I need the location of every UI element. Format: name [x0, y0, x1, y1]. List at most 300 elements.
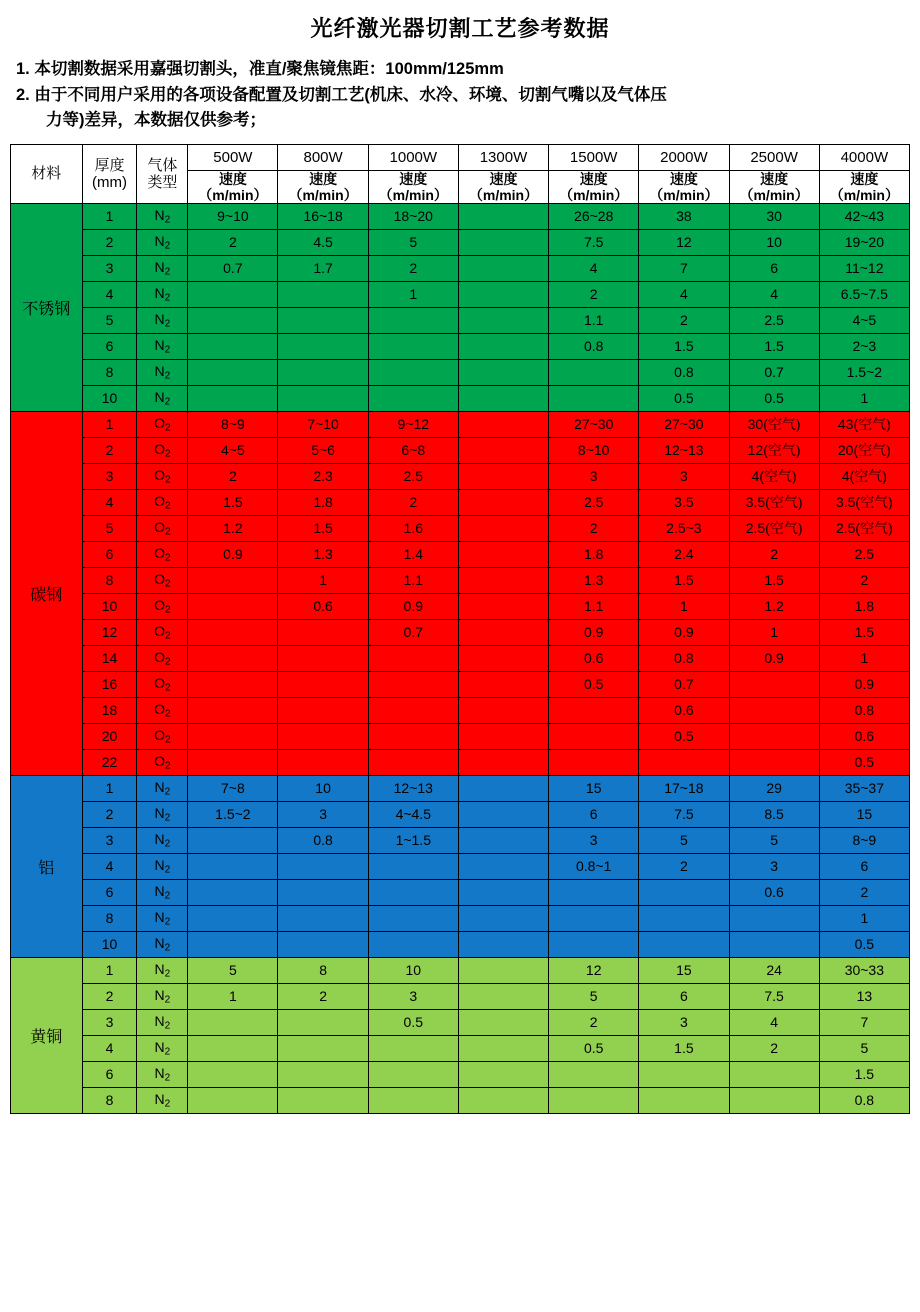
speed-cell: 6.5~7.5	[819, 281, 909, 307]
gas-cell: $O_2$	[137, 463, 188, 489]
table-row	[11, 879, 910, 905]
speed-cell	[458, 775, 548, 801]
table-row	[11, 775, 910, 801]
table-row	[11, 567, 910, 593]
header-speed-1300w	[458, 170, 548, 203]
speed-cell	[729, 723, 819, 749]
speed-cell	[278, 671, 368, 697]
table-row	[11, 983, 910, 1009]
speed-cell: 5~6	[278, 437, 368, 463]
speed-cell: 4	[729, 1009, 819, 1035]
speed-cell: 11~12	[819, 255, 909, 281]
speed-cell: 2	[549, 515, 639, 541]
speed-cell: 1.5	[819, 1061, 909, 1087]
speed-cell: 19~20	[819, 229, 909, 255]
header-power-800w: 800W	[278, 144, 368, 170]
table-row	[11, 229, 910, 255]
speed-cell	[278, 359, 368, 385]
speed-cell	[458, 645, 548, 671]
speed-cell: 8~9	[819, 827, 909, 853]
header-row-power	[11, 144, 910, 170]
speed-cell	[188, 879, 278, 905]
speed-cell: 5	[549, 983, 639, 1009]
header-power-4000w: 4000W	[819, 144, 909, 170]
gas-cell: $O_2$	[137, 593, 188, 619]
table-row	[11, 281, 910, 307]
gas-cell: $N_2$	[137, 385, 188, 411]
speed-cell: 1.8	[819, 593, 909, 619]
speed-cell	[188, 307, 278, 333]
table-row	[11, 957, 910, 983]
speed-cell	[729, 1087, 819, 1113]
speed-cell	[368, 645, 458, 671]
gas-cell: $N_2$	[137, 1009, 188, 1035]
speed-cell: 1	[819, 645, 909, 671]
speed-cell: 7	[639, 255, 729, 281]
speed-cell	[458, 1061, 548, 1087]
speed-cell: 16~18	[278, 203, 368, 229]
thickness-cell: 10	[82, 593, 137, 619]
table-row	[11, 463, 910, 489]
speed-unit: （m/min）	[468, 186, 539, 203]
speed-cell	[729, 671, 819, 697]
speed-cell: 8~10	[549, 437, 639, 463]
speed-cell	[458, 281, 548, 307]
thickness-cell: 6	[82, 333, 137, 359]
header-power-1500w: 1500W	[549, 144, 639, 170]
speed-cell: 3.5	[639, 489, 729, 515]
speed-cell	[458, 359, 548, 385]
speed-cell: 2	[819, 567, 909, 593]
speed-cell	[729, 1061, 819, 1087]
speed-cell: 4(空气)	[819, 463, 909, 489]
speed-cell: 10	[278, 775, 368, 801]
gas-cell: $O_2$	[137, 515, 188, 541]
speed-cell: 12(空气)	[729, 437, 819, 463]
speed-cell: 1.5	[639, 333, 729, 359]
thickness-cell: 6	[82, 1061, 137, 1087]
thickness-cell: 16	[82, 671, 137, 697]
speed-cell	[458, 437, 548, 463]
speed-cell	[188, 749, 278, 775]
speed-cell	[458, 515, 548, 541]
speed-cell	[729, 749, 819, 775]
speed-cell: 10	[368, 957, 458, 983]
speed-unit: （m/min）	[378, 186, 448, 203]
speed-cell: 6~8	[368, 437, 458, 463]
speed-cell	[458, 853, 548, 879]
gas-cell: $N_2$	[137, 255, 188, 281]
speed-cell: 0.8	[639, 359, 729, 385]
thickness-cell: 2	[82, 983, 137, 1009]
speed-cell	[278, 281, 368, 307]
speed-cell: 0.5	[819, 931, 909, 957]
speed-cell: 2.5	[729, 307, 819, 333]
thickness-cell: 8	[82, 905, 137, 931]
speed-cell	[368, 333, 458, 359]
speed-cell	[368, 723, 458, 749]
speed-cell: 6	[729, 255, 819, 281]
gas-cell: $N_2$	[137, 801, 188, 827]
speed-cell: 17~18	[639, 775, 729, 801]
table-row	[11, 307, 910, 333]
speed-cell: 5	[639, 827, 729, 853]
speed-cell: 15	[639, 957, 729, 983]
table-row	[11, 1009, 910, 1035]
table-row	[11, 671, 910, 697]
thickness-cell: 2	[82, 437, 137, 463]
speed-cell	[368, 1087, 458, 1113]
speed-cell: 2	[188, 463, 278, 489]
gas-cell: $N_2$	[137, 333, 188, 359]
speed-unit: （m/min）	[559, 186, 629, 203]
notes-block	[16, 57, 910, 134]
speed-cell	[458, 801, 548, 827]
speed-cell: 12	[549, 957, 639, 983]
speed-cell: 27~30	[639, 411, 729, 437]
gas-cell: $N_2$	[137, 281, 188, 307]
speed-cell: 2	[368, 255, 458, 281]
speed-cell: 0.5	[549, 671, 639, 697]
speed-cell: 12~13	[368, 775, 458, 801]
thickness-cell: 1	[82, 957, 137, 983]
speed-cell: 4~5	[819, 307, 909, 333]
speed-cell	[549, 359, 639, 385]
speed-cell: 1	[639, 593, 729, 619]
speed-cell: 30~33	[819, 957, 909, 983]
gas-cell: $N_2$	[137, 983, 188, 1009]
speed-cell: 1.2	[729, 593, 819, 619]
speed-cell: 1.5	[639, 1035, 729, 1061]
table-row	[11, 619, 910, 645]
gas-cell: $N_2$	[137, 1035, 188, 1061]
speed-cell	[188, 671, 278, 697]
speed-cell	[639, 1087, 729, 1113]
speed-cell: 1	[819, 905, 909, 931]
speed-cell: 1.5~2	[819, 359, 909, 385]
speed-cell	[278, 1061, 368, 1087]
speed-cell: 4	[729, 281, 819, 307]
speed-cell: 4~5	[188, 437, 278, 463]
speed-cell	[458, 957, 548, 983]
speed-cell	[188, 385, 278, 411]
speed-cell: 15	[819, 801, 909, 827]
gas-cell: $O_2$	[137, 723, 188, 749]
thickness-cell: 22	[82, 749, 137, 775]
speed-cell: 5	[188, 957, 278, 983]
gas-cell: $N_2$	[137, 905, 188, 931]
speed-cell: 0.9	[819, 671, 909, 697]
speed-cell: 27~30	[549, 411, 639, 437]
speed-cell	[278, 853, 368, 879]
speed-cell	[188, 853, 278, 879]
speed-cell: 1.1	[368, 567, 458, 593]
speed-cell	[458, 567, 548, 593]
speed-cell	[458, 229, 548, 255]
gas-cell: $N_2$	[137, 203, 188, 229]
speed-cell: 3	[278, 801, 368, 827]
header-gas-line2: 类型	[147, 173, 178, 191]
speed-cell	[188, 359, 278, 385]
speed-cell: 3.5(空气)	[729, 489, 819, 515]
speed-cell	[368, 905, 458, 931]
speed-cell	[188, 1087, 278, 1113]
speed-cell: 1.5	[729, 567, 819, 593]
table-row	[11, 385, 910, 411]
speed-cell: 2.3	[278, 463, 368, 489]
speed-cell: 2	[819, 879, 909, 905]
note-line-3: 力等)差异，本数据仅供参考；	[46, 111, 266, 130]
thickness-cell: 3	[82, 827, 137, 853]
table-row	[11, 255, 910, 281]
speed-cell	[188, 281, 278, 307]
speed-cell: 35~37	[819, 775, 909, 801]
speed-cell: 2.4	[639, 541, 729, 567]
thickness-cell: 4	[82, 1035, 137, 1061]
header-speed-1500w	[549, 170, 639, 203]
gas-cell: $N_2$	[137, 957, 188, 983]
speed-cell: 2~3	[819, 333, 909, 359]
gas-cell: $O_2$	[137, 567, 188, 593]
speed-cell	[188, 1009, 278, 1035]
speed-cell: 2	[729, 1035, 819, 1061]
material-cell: 黄铜	[11, 957, 83, 1113]
speed-cell: 0.8	[278, 827, 368, 853]
speed-cell	[549, 1061, 639, 1087]
speed-cell: 3.5(空气)	[819, 489, 909, 515]
thickness-cell: 6	[82, 879, 137, 905]
table-row	[11, 541, 910, 567]
speed-cell: 30	[729, 203, 819, 229]
speed-cell: 4(空气)	[729, 463, 819, 489]
header-speed-2500w	[729, 170, 819, 203]
gas-cell: $N_2$	[137, 1061, 188, 1087]
speed-cell: 38	[639, 203, 729, 229]
speed-cell: 42~43	[819, 203, 909, 229]
speed-cell: 9~10	[188, 203, 278, 229]
header-gas-line1: 气体	[147, 156, 178, 174]
document-page	[0, 12, 920, 1312]
speed-cell: 0.5	[729, 385, 819, 411]
speed-cell	[549, 697, 639, 723]
table-row	[11, 827, 910, 853]
speed-cell: 2	[188, 229, 278, 255]
gas-cell: $N_2$	[137, 853, 188, 879]
table-row	[11, 359, 910, 385]
speed-cell	[458, 255, 548, 281]
speed-cell: 5	[729, 827, 819, 853]
speed-cell: 2	[549, 1009, 639, 1035]
speed-label: 速度	[399, 170, 428, 187]
note-line-2: 2. 由于不同用户采用的各项设备配置及切割工艺(机床、水冷、环境、切割气嘴以及气体压	[16, 85, 667, 104]
header-power-2000w: 2000W	[639, 144, 729, 170]
speed-cell: 0.8~1	[549, 853, 639, 879]
thickness-cell: 4	[82, 281, 137, 307]
speed-cell: 1~1.5	[368, 827, 458, 853]
speed-cell: 4	[639, 281, 729, 307]
gas-cell: $N_2$	[137, 827, 188, 853]
speed-cell: 0.8	[549, 333, 639, 359]
speed-cell	[368, 931, 458, 957]
speed-cell	[188, 905, 278, 931]
table-row	[11, 515, 910, 541]
speed-unit: （m/min）	[649, 186, 719, 203]
speed-cell	[278, 749, 368, 775]
speed-cell	[458, 827, 548, 853]
speed-cell	[458, 385, 548, 411]
speed-cell: 1.1	[549, 307, 639, 333]
header-gas-type	[137, 144, 188, 203]
speed-cell: 4~4.5	[368, 801, 458, 827]
speed-cell: 0.5	[639, 385, 729, 411]
speed-cell	[188, 931, 278, 957]
speed-cell	[458, 749, 548, 775]
thickness-cell: 10	[82, 385, 137, 411]
thickness-cell: 14	[82, 645, 137, 671]
speed-cell	[458, 307, 548, 333]
speed-cell: 10	[729, 229, 819, 255]
material-cell: 不锈钢	[11, 203, 83, 411]
speed-cell: 5	[368, 229, 458, 255]
header-power-2500w: 2500W	[729, 144, 819, 170]
speed-cell: 9~12	[368, 411, 458, 437]
table-head	[11, 144, 910, 203]
speed-cell	[188, 567, 278, 593]
gas-cell: $N_2$	[137, 775, 188, 801]
thickness-cell: 3	[82, 463, 137, 489]
header-speed-1000w	[368, 170, 458, 203]
speed-cell: 1.5	[639, 567, 729, 593]
speed-cell: 1.5	[278, 515, 368, 541]
speed-cell	[458, 1087, 548, 1113]
speed-cell: 8	[278, 957, 368, 983]
speed-cell: 0.5	[819, 749, 909, 775]
speed-cell	[278, 333, 368, 359]
speed-cell	[458, 333, 548, 359]
speed-cell: 0.9	[549, 619, 639, 645]
speed-cell	[368, 385, 458, 411]
thickness-cell: 4	[82, 489, 137, 515]
header-power-1000w: 1000W	[368, 144, 458, 170]
speed-cell: 2.5	[368, 463, 458, 489]
thickness-cell: 1	[82, 411, 137, 437]
speed-cell: 29	[729, 775, 819, 801]
speed-cell: 0.9	[639, 619, 729, 645]
gas-cell: $N_2$	[137, 307, 188, 333]
speed-cell	[458, 931, 548, 957]
speed-cell	[188, 619, 278, 645]
thickness-cell: 2	[82, 229, 137, 255]
speed-cell: 0.6	[549, 645, 639, 671]
header-thickness	[82, 144, 137, 203]
speed-cell: 2.5(空气)	[819, 515, 909, 541]
speed-cell	[278, 723, 368, 749]
thickness-cell: 2	[82, 801, 137, 827]
speed-cell	[639, 879, 729, 905]
gas-cell: $N_2$	[137, 229, 188, 255]
material-cell: 碳钢	[11, 411, 83, 775]
gas-cell: $O_2$	[137, 619, 188, 645]
speed-cell	[278, 385, 368, 411]
thickness-cell: 1	[82, 203, 137, 229]
speed-cell: 1	[278, 567, 368, 593]
speed-cell: 1.6	[368, 515, 458, 541]
speed-cell	[368, 749, 458, 775]
speed-cell: 7~10	[278, 411, 368, 437]
speed-cell: 0.9	[188, 541, 278, 567]
speed-cell: 2	[639, 853, 729, 879]
speed-cell	[458, 1009, 548, 1035]
header-power-500w: 500W	[188, 144, 278, 170]
speed-cell	[458, 203, 548, 229]
speed-cell: 15	[549, 775, 639, 801]
speed-cell: 1	[368, 281, 458, 307]
speed-cell: 2	[368, 489, 458, 515]
table-row	[11, 749, 910, 775]
speed-cell	[729, 697, 819, 723]
speed-cell: 0.7	[639, 671, 729, 697]
speed-label: 速度	[669, 170, 698, 187]
speed-cell: 2	[549, 281, 639, 307]
speed-cell: 0.6	[278, 593, 368, 619]
speed-cell: 12~13	[639, 437, 729, 463]
speed-cell: 2	[729, 541, 819, 567]
speed-cell: 8.5	[729, 801, 819, 827]
speed-unit: （m/min）	[739, 186, 809, 203]
speed-cell	[458, 411, 548, 437]
speed-cell: 1.2	[188, 515, 278, 541]
speed-cell: 3	[549, 827, 639, 853]
speed-cell	[278, 1035, 368, 1061]
speed-unit: （m/min）	[288, 186, 358, 203]
speed-cell: 3	[549, 463, 639, 489]
thickness-cell: 8	[82, 359, 137, 385]
thickness-cell: 3	[82, 255, 137, 281]
speed-cell	[278, 1009, 368, 1035]
speed-cell: 2.5~3	[639, 515, 729, 541]
speed-cell	[188, 645, 278, 671]
header-speed-800w	[278, 170, 368, 203]
thickness-cell: 1	[82, 775, 137, 801]
table-row	[11, 645, 910, 671]
table-row	[11, 853, 910, 879]
speed-cell: 0.6	[819, 723, 909, 749]
speed-cell: 43(空气)	[819, 411, 909, 437]
speed-cell: 0.5	[549, 1035, 639, 1061]
speed-cell: 20(空气)	[819, 437, 909, 463]
speed-cell	[639, 749, 729, 775]
speed-cell	[368, 1035, 458, 1061]
gas-cell: $N_2$	[137, 879, 188, 905]
speed-cell: 0.6	[639, 697, 729, 723]
speed-cell: 8~9	[188, 411, 278, 437]
speed-cell	[368, 307, 458, 333]
speed-label: 速度	[579, 170, 608, 187]
speed-cell: 13	[819, 983, 909, 1009]
gas-cell: $O_2$	[137, 489, 188, 515]
speed-unit: （m/min）	[198, 186, 268, 203]
speed-cell: 7.5	[729, 983, 819, 1009]
speed-cell: 7	[819, 1009, 909, 1035]
speed-label: 速度	[850, 170, 879, 187]
table-row	[11, 411, 910, 437]
speed-cell	[458, 489, 548, 515]
gas-cell: $O_2$	[137, 541, 188, 567]
table-row	[11, 801, 910, 827]
gas-cell: $O_2$	[137, 749, 188, 775]
speed-cell: 26~28	[549, 203, 639, 229]
speed-cell	[549, 879, 639, 905]
